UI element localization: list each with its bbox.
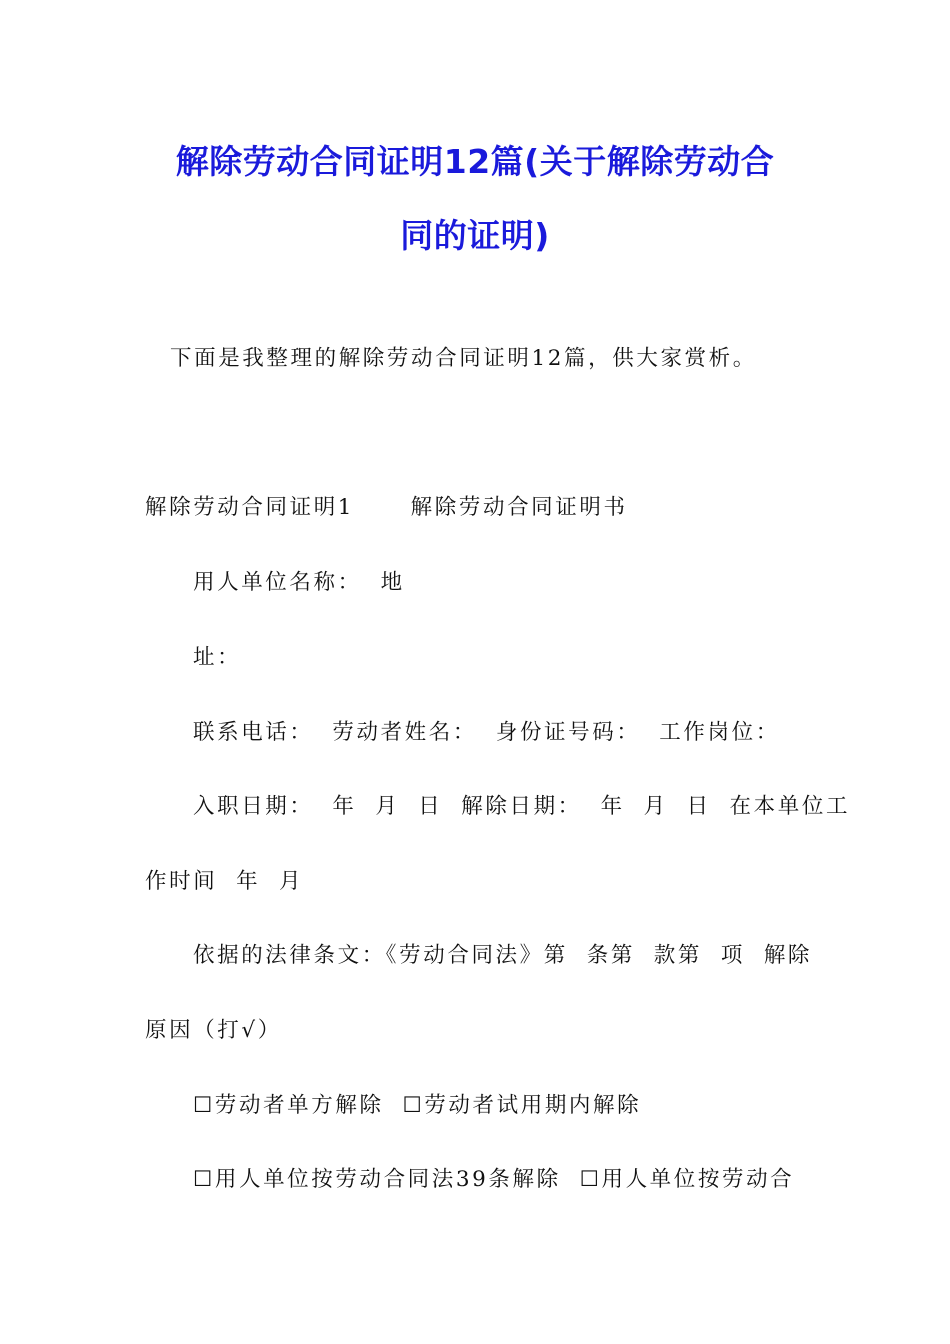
body-line: 作时间 年 月 (145, 869, 304, 894)
checkbox-option-line: ☐劳动者单方解除 ☐劳动者试用期内解除 (193, 1093, 642, 1118)
intro-paragraph: 下面是我整理的解除劳动合同证明12篇，供大家赏析。 (170, 346, 757, 371)
body-line: 联系电话： 劳动者姓名： 身份证号码： 工作岗位： (193, 720, 780, 745)
document-title-line-2: 同的证明) (400, 216, 550, 255)
body-line: 址： (193, 645, 242, 670)
body-line: 原因（打√） (145, 1018, 282, 1043)
section-heading: 解除劳动合同证明1 解除劳动合同证明书 (145, 495, 628, 520)
document-title-line-1: 解除劳动合同证明12篇(关于解除劳动合 (175, 142, 775, 181)
body-line: 依据的法律条文：《劳动合同法》第 条第 款第 项 解除 (193, 943, 813, 968)
checkbox-option-line: ☐用人单位按劳动合同法39条解除 ☐用人单位按劳动合 (193, 1167, 795, 1192)
body-line: 用人单位名称： 地 (193, 570, 405, 595)
body-line: 入职日期： 年 月 日 解除日期： 年 月 日 在本单位工 (193, 794, 851, 819)
